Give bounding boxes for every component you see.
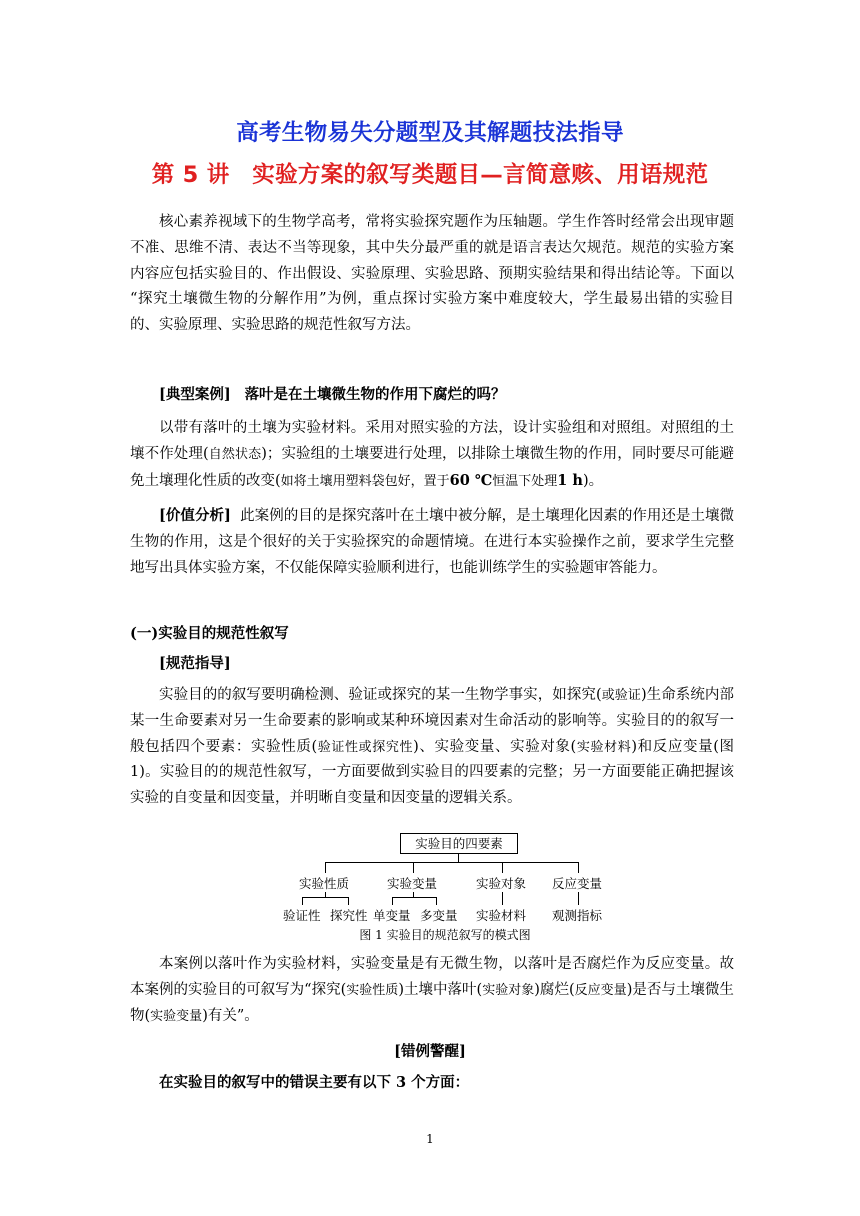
diagram-leaf: 实验材料: [476, 908, 527, 923]
value-analysis-label: [价值分析]: [159, 507, 231, 524]
example-note: 实验对象: [482, 982, 535, 998]
diagram-caption: 图 1 实验目的规范叙写的模式图: [359, 928, 531, 942]
diagram-leaf: 观测指标: [552, 908, 603, 923]
case-heading: [130, 382, 734, 409]
document-title: 高考生物易失分题型及其解题技法指导: [236, 120, 624, 146]
diagram-connector: [325, 862, 326, 873]
diagram-branch: 反应变量: [552, 876, 603, 891]
diagram-connector: [302, 897, 303, 905]
case-label: [典型案例]: [159, 386, 231, 403]
diagram-branch: 实验变量: [387, 876, 438, 891]
value-analysis-paragraph: [130, 503, 734, 581]
case-text: 以带有落叶的土壤为实验材料。采用对照实验的方法，设计实验组和对照组。对照组的土壤不作处理(: [130, 420, 734, 462]
example-text: )土壤中落叶(: [398, 981, 483, 998]
diagram-connector: [392, 897, 436, 898]
section-heading: (一)实验目的规范性叙写: [130, 625, 289, 642]
diagram-connector: [325, 862, 578, 863]
diagram-connector: [302, 897, 348, 898]
mistakes-intro: 在实验目的叙写中的错误主要有以下 3 个方面：: [159, 1074, 470, 1091]
diagram-connector: [458, 854, 459, 862]
diagram-connector: [502, 862, 503, 873]
intro-paragraph: 核心素养视域下的生物学高考，常将实验探究题作为压轴题。学生作答时经常会出现审题不准、思维不清、表达不当等现象，其中失分最严重的就是语言表达欠规范。规范的实验方案内容应包括实验目的、作出假设、实验原理、实验思路、预期实验结果和得出结论等。下面以 “探究土壤微生物的分解作用”为例，重点探讨实验方案中难度较大，学生最易出错的实验目的、实验原理、实验思路的规范性叙写方法。: [130, 214, 734, 334]
example-text: )腐烂(: [534, 981, 575, 998]
case-note: 恒温下处理: [492, 473, 558, 489]
value-analysis-text: 此案例的目的是探究落叶在土壤中被分解，是土壤理化因素的作用还是土壤微生物的作用，这是个很好的关于实验探究的命题情境。在进行本实验操作之前，要求学生完整地写出具体实验方案，不仅能保障实验顺利进行，也能训练学生的实验题审答能力。: [130, 508, 735, 576]
diagram-connector: [436, 897, 437, 905]
document-subtitle: 第 5 讲 实验方案的叙写类题目—言简意赅、用语规范: [151, 162, 709, 188]
diagram-leaf: 探究性: [330, 908, 368, 923]
page-number: 1: [426, 1132, 434, 1146]
guide-text: )和反应变量(图 1)。实验目的的规范性叙写，一方面要做到实验目的四要素的完整；另一方面要能正确把握该实验的自变量和因变量，并明晰自变量和因变量的逻辑关系。: [130, 738, 734, 807]
diagram-connector: [413, 862, 414, 873]
guide-text: )生命系统内部某一生命要素对另一生命要素的影响或某种环境因素对生命活动的影响等。实验目的的叙写一般包括四个要素：实验性质(: [130, 687, 734, 755]
guide-text: 实验目的的叙写要明确检测、验证或探究的某一生物学事实，如探究(: [159, 687, 602, 703]
diagram-root-box: 实验目的四要素: [400, 833, 518, 854]
case-text: )。: [582, 472, 604, 489]
guide-label: [规范指导]: [159, 655, 231, 672]
example-note: 实验变量: [150, 1008, 203, 1024]
example-paragraph: [130, 952, 734, 1029]
case-note: 自然状态: [208, 446, 262, 462]
case-paragraph: [130, 416, 734, 494]
four-elements-diagram: [280, 830, 610, 942]
diagram-connector: [348, 897, 349, 905]
case-value: 1 h: [557, 471, 583, 489]
guide-text: )、实验变量、实验对象(: [413, 738, 577, 755]
case-note: 如将土壤用塑料袋包好，置于: [280, 473, 450, 489]
diagram-leaf: 验证性: [283, 908, 321, 923]
diagram-connector: [392, 897, 393, 905]
diagram-connector: [578, 892, 579, 905]
diagram-connector: [502, 892, 503, 905]
case-value: 60 ℃: [449, 471, 493, 489]
example-note: 反应变量: [574, 982, 627, 998]
diagram-leaf: 多变量: [420, 908, 458, 923]
diagram-leaf: 单变量: [373, 908, 411, 923]
guide-note: 验证性或探究性: [317, 739, 414, 755]
example-text: )有关”。: [202, 1007, 259, 1024]
example-text: 本案例以落叶作为实验材料，实验变量是有无微生物，以落叶是否腐烂作为反应变量。故本案例的实验目的可叙写为“探究(: [130, 956, 734, 998]
mistakes-label: [错例警醒]: [394, 1043, 466, 1060]
guide-note: 实验材料: [576, 739, 632, 755]
diagram-branch: 实验对象: [476, 876, 527, 891]
example-text: )是否与土壤微生物(: [130, 981, 734, 1024]
case-question: 落叶是在土壤微生物的作用下腐烂的吗？: [244, 386, 506, 403]
guide-paragraph: [130, 683, 734, 812]
case-text: )；实验组的土壤要进行处理，以排除土壤微生物的作用，同时要尽可能避免土壤理化性质的改变(: [130, 445, 734, 489]
example-note: 实验性质: [346, 982, 399, 998]
guide-note: 或验证: [601, 688, 641, 703]
diagram-branch: 实验性质: [299, 876, 350, 891]
diagram-connector: [578, 862, 579, 873]
